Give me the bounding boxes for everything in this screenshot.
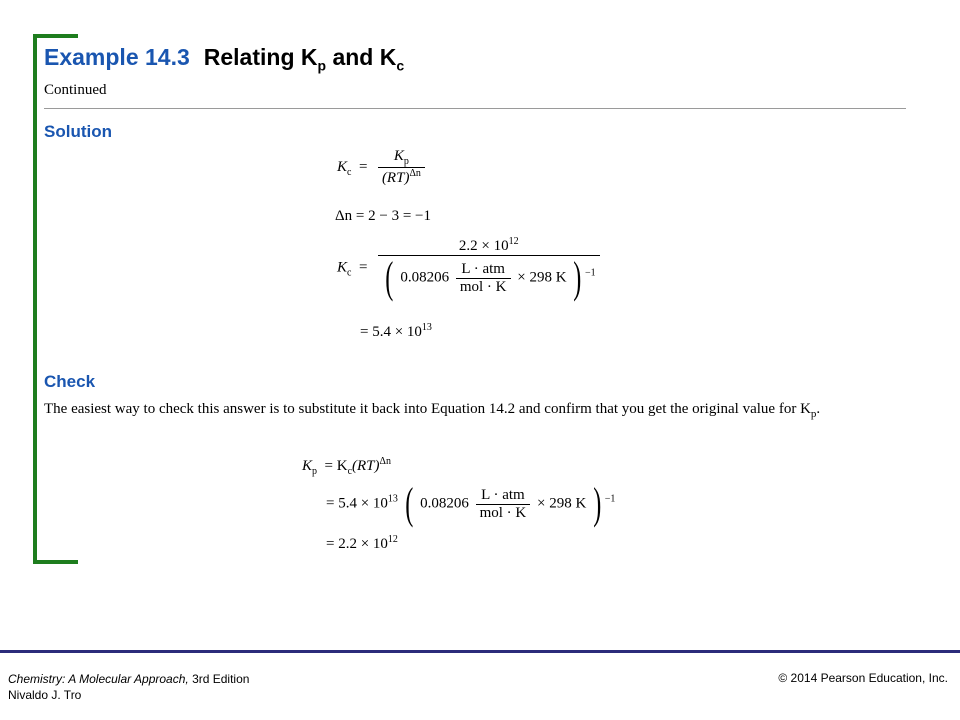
eq3-den-value: 0.08206 — [400, 269, 450, 286]
eq1-denominator: (RT) — [381, 170, 410, 186]
eq1-numerator-sub: p — [403, 156, 409, 167]
eq3-fraction — [378, 236, 600, 300]
check-eq2-value: 0.08206 — [420, 495, 469, 512]
check-eq2-units — [476, 487, 531, 522]
eq4-text: = 5.4 × 10 — [360, 324, 422, 340]
continued-label: Continued — [44, 82, 107, 98]
eq3-numerator: 2.2 × 10 — [458, 238, 509, 254]
check-eq1-rhs-rest: (RT) — [352, 458, 380, 474]
eq1-fraction — [378, 148, 425, 187]
eq1-numerator: K — [393, 148, 404, 164]
footer-divider — [0, 650, 960, 653]
check-eq3-text: = 2.2 × 10 — [326, 536, 388, 552]
solution-equation-1: $K_c$ = $\frac{K_p}{(RT)^{\Delta n}}$ — [337, 148, 428, 187]
check-eq1-rhs-sup: Δn — [379, 456, 391, 467]
check-eq1-lhs: K — [302, 458, 313, 474]
check-text-sub: p — [810, 408, 817, 420]
eq3-lhs: K — [337, 259, 348, 276]
footer-copyright: © 2014 Pearson Education, Inc. — [778, 671, 948, 685]
solution-equation-4 — [360, 322, 432, 341]
check-text: The easiest way to check this answer is to substitute it back into Equation 14.2 and confirm that you get the original value for K — [44, 401, 811, 417]
check-text-end: . — [816, 401, 821, 417]
title-sub-c: c — [396, 57, 405, 74]
eq3-units-num: L · atm — [456, 261, 511, 279]
eq3-units-den: mol · K — [459, 278, 507, 295]
check-eq3-sup: 12 — [387, 534, 398, 545]
check-eq1-rhs: = K — [324, 458, 348, 474]
solution-equation-3: $K_c$ = $2.2 \times 10^{12}$ ( 0.08206 $\frac{\text{L · atm}}{\text{mol · K}}$ × 298 K ) $^{-1}$ — [337, 236, 603, 300]
check-equation-2 — [326, 479, 616, 528]
left-paren-icon: ( — [385, 253, 394, 302]
check-right-paren-icon: ) — [593, 479, 602, 528]
eq3-lhs-sub: c — [347, 267, 352, 279]
solution-equation-2: Δn = 2 − 3 = −1 — [335, 208, 431, 224]
page-title — [44, 44, 404, 74]
check-eq2-prefix-sup: 13 — [387, 493, 398, 505]
right-paren-icon: ) — [573, 253, 582, 302]
eq3-exponent: −1 — [584, 267, 596, 279]
footer-edition: 3rd Edition — [188, 672, 250, 686]
check-eq2-exponent: −1 — [604, 493, 616, 505]
check-equation-3 — [326, 534, 398, 553]
check-heading: Check — [44, 372, 96, 391]
check-eq1-rhs-sub: c — [347, 466, 353, 477]
check-paragraph — [44, 397, 924, 426]
eq3-numerator-sup: 12 — [508, 236, 519, 247]
check-eq2-prefix: = 5.4 × 10 — [326, 495, 388, 512]
eq4-sup: 13 — [421, 322, 432, 333]
footer-author: Nivaldo J. Tro — [8, 688, 82, 702]
check-eq2-units-den: mol · K — [479, 504, 527, 521]
title-and: and K — [326, 44, 397, 70]
eq1-lhs-sub: c — [347, 166, 352, 178]
eq3-units — [456, 261, 511, 296]
check-eq1-lhs-sub: p — [312, 466, 318, 477]
footer-book-info — [8, 671, 249, 703]
example-number: Example 14.3 — [44, 44, 190, 70]
eq3-temp: × 298 K — [517, 269, 567, 286]
eq1-lhs: K — [337, 158, 348, 175]
check-eq2-temp: × 298 K — [537, 495, 587, 512]
footer-book-title: Chemistry: A Molecular Approach, — [8, 672, 189, 686]
eq1-denominator-sup: Δn — [409, 168, 421, 179]
check-left-paren-icon: ( — [404, 479, 414, 528]
solution-heading: Solution — [44, 122, 112, 141]
header-divider — [44, 108, 906, 109]
check-eq2-units-num: L · atm — [476, 487, 531, 505]
title-main: Relating K — [203, 44, 318, 70]
green-bracket — [33, 34, 78, 564]
check-equation-1 — [302, 456, 391, 477]
title-sub-p: p — [317, 57, 327, 74]
